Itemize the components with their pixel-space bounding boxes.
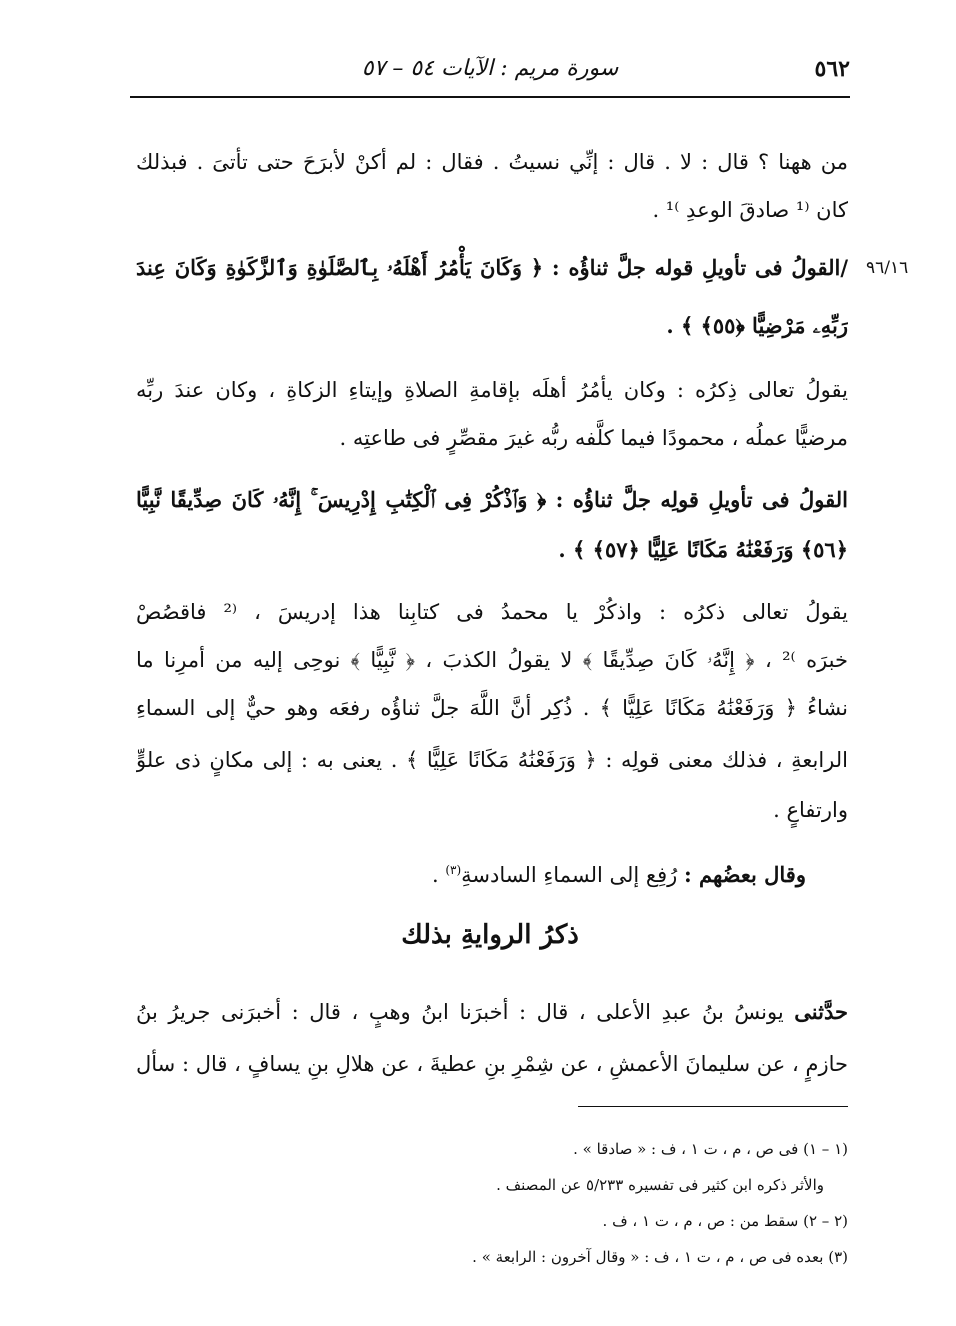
margin-reference: ٩٦/١٦ xyxy=(866,258,909,278)
text-line: مرضيًّا عملُه ، محمودًا فيما كلَّفه ربُّه غيرَ مقصِّرٍ فى طاعتِه . xyxy=(339,426,848,450)
footnote-ref: (٣) xyxy=(445,863,462,877)
footnote-rule xyxy=(578,1106,848,1107)
text-line: حازمٍ ، عن سليمانَ الأعمشِ ، عن شِمْرِ بنِ عطيةَ ، عن هلالِ بنِ يسافٍ ، قال : سأل xyxy=(136,1052,848,1076)
text-line: خبرَه ⁾² ، ﴿ إِنَّهُۥ كَانَ صِدِّيقًا ﴾ لا يقولُ الكذبَ ، ﴿ نَّبِيًّا ﴾ نوحِى إليه من أمرِنا ما xyxy=(136,648,848,672)
text-line: الرابعةِ ، فذلك معنى قولِه : ﴿ وَرَفَعْنَٰهُ مَكَانًا عَلِيًّا ﴾ . يعنى به : إلى مكانٍ ذى علوٍّ xyxy=(136,748,848,772)
running-title: سورة مريم : الآيات ٥٤ – ٥٧ xyxy=(361,56,619,81)
text-line: يقولُ تعالى ذكرُه : واذكُرْ يا محمدُ فى كتابِنا هذا إدريسَ ، ⁽² فاقصُصْ xyxy=(136,600,848,624)
verse-heading-line: القولُ فى تأويلِ قولِه جلَّ ثناؤُه : ﴿ وَٱذْكُرْ فِى ٱلْكِتَٰبِ إِدْرِيسَ ۚ إِنَّهُۥ كَانَ صِدِّيقًا نَّبِيًّا xyxy=(136,487,848,512)
text-line: وارتفاعٍ . xyxy=(773,798,848,822)
footnote: (١ – ١) فى ص ، م ، ت ١ ، ف : « صادقا » . xyxy=(573,1140,848,1158)
text-line: كان ⁽¹ صادقَ الوعدِ ⁾¹ . xyxy=(652,198,848,222)
statement-text: رُفِع إلى السماءِ السادسةِ xyxy=(461,863,678,887)
page-number: ٥٦٢ xyxy=(814,56,850,82)
text-line: يقولُ تعالى ذِكرُه : وكان يأمُرُ أهلَه بإقامةِ الصلاةِ وإيتاءِ الزكاةِ ، وكان عندَ ربِّه xyxy=(136,378,848,402)
footnote: (٢ – ٢) سقط من : ص ، م ، ت ١ ، ف . xyxy=(602,1212,848,1230)
page-header xyxy=(130,52,850,88)
text-line: نشاءُ ﴿ وَرَفَعْنَٰهُ مَكَانًا عَلِيًّا ﴾ . ذُكِر أنَّ اللَّهَ جلَّ ثناؤُه رفعَه وهو حيٌّ إلى السماءِ xyxy=(136,696,848,720)
text-line xyxy=(136,846,806,899)
hadith-text: يونسُ بنُ عبدِ الأعلى ، قال : أخبرَنا ابنُ وهبٍ ، قال : أخبرَنى جريرُ بنُ xyxy=(136,1000,784,1024)
hadith-lead: حدَّثنى xyxy=(794,999,848,1024)
section-heading: ذكرُ الروايةِ بذلك xyxy=(401,920,579,950)
verse-heading-line: /القولُ فى تأويلِ قوله جلَّ ثناؤُه : ﴿ وَكَانَ يَأْمُرُ أَهْلَهُۥ بِٱلصَّلَوٰةِ وَٱلزَّكَوٰةِ وَكَانَ عِندَ xyxy=(136,255,848,280)
verse-heading-line: ﴿٥٦﴾ وَرَفَعْنَٰهُ مَكَانًا عَلِيًّا ﴿٥٧﴾ ﴾ . xyxy=(558,537,848,562)
footnote: (٣) بعده فى ص ، م ، ت ١ ، ف : « وقال آخرون : الرابعة » . xyxy=(472,1248,848,1266)
statement-end: . xyxy=(431,863,446,887)
header-rule xyxy=(130,96,850,98)
speaker-lead: وقال بعضُهم : xyxy=(683,862,806,887)
footnote: والأثر ذكره ابن كثير فى تفسيره ٥/٢٣٣ عن المصنف . xyxy=(496,1176,824,1194)
text-line xyxy=(136,988,848,1036)
verse-heading-line: رَبِّهِۦ مَرْضِيًّا ﴿٥٥﴾ ﴾ . xyxy=(666,313,848,338)
text-line: من ههنا ؟ قال : لا . قال : إنِّي نسيتُ . فقال : لم أكنْ لأبرَحَ حتى تأتىَ . فبذلك xyxy=(136,150,848,174)
